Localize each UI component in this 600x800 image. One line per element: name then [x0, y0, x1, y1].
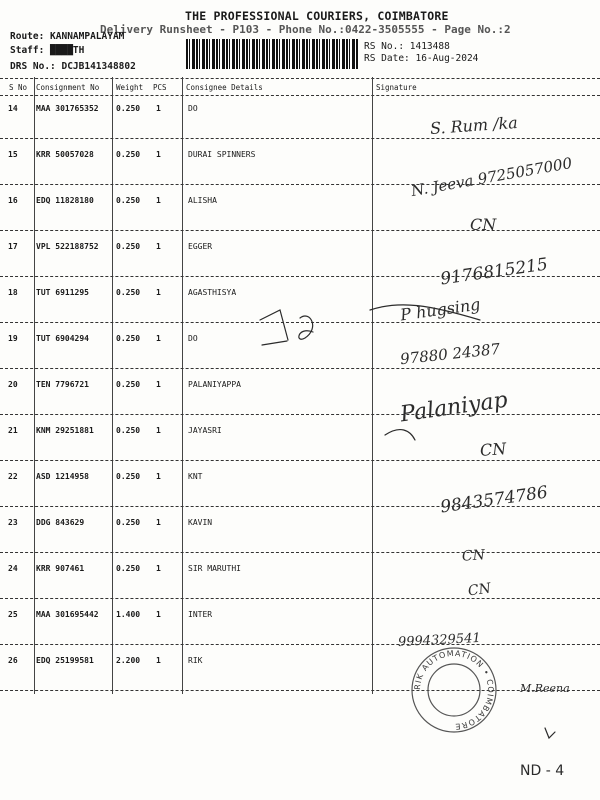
- row-consignee: KNT: [188, 472, 203, 481]
- row-sno: 24: [8, 564, 18, 573]
- pen-mark: [545, 728, 555, 738]
- row-signature: N. Jeeva 9725057000: [409, 153, 574, 201]
- company-seal: [412, 648, 496, 732]
- row-signature: 97880 24387: [399, 339, 501, 369]
- row-signature: M.Reena: [520, 682, 570, 695]
- company-seal-inner: [428, 664, 480, 716]
- row-weight: 0.250: [116, 196, 141, 205]
- pen-mark: [370, 305, 480, 320]
- row-sno: 18: [8, 288, 18, 297]
- row-pcs: 1: [156, 104, 161, 113]
- row-pcs: 1: [156, 518, 161, 527]
- row-consignee: RIK: [188, 656, 203, 665]
- row-consignee: DO: [188, 104, 198, 113]
- row-consignee: KAVIN: [188, 518, 213, 527]
- row-sno: 15: [8, 150, 18, 159]
- row-consignment-no: EDQ 11828180: [36, 196, 94, 205]
- row-consignee: SIR MARUTHI: [188, 564, 241, 573]
- column-header-sno: S No: [9, 83, 28, 92]
- row-pcs: 1: [156, 334, 161, 343]
- row-consignee: INTER: [188, 610, 213, 619]
- row-weight: 0.250: [116, 242, 141, 251]
- staff-label: Staff: ████TH: [10, 45, 85, 56]
- column-header-consignment: Consignment No: [36, 83, 100, 92]
- row-sno: 26: [8, 656, 18, 665]
- row-sno: 25: [8, 610, 18, 619]
- row-signature: 9176815215: [439, 254, 550, 290]
- row-signature: CN: [466, 580, 492, 600]
- row-pcs: 1: [156, 610, 161, 619]
- row-sno: 20: [8, 380, 18, 389]
- row-signature: CN: [470, 215, 497, 234]
- row-signature: 9994329541: [397, 630, 482, 651]
- pen-mark: [385, 430, 415, 440]
- row-pcs: 1: [156, 150, 161, 159]
- row-consignment-no: KRR 50057028: [36, 150, 94, 159]
- row-weight: 0.250: [116, 288, 141, 297]
- row-consignee: PALANIYAPPA: [188, 380, 241, 389]
- row-weight: 1.400: [116, 610, 141, 619]
- row-weight: 0.250: [116, 104, 141, 113]
- footer-note: ND - 4: [520, 763, 565, 779]
- row-sno: 22: [8, 472, 18, 481]
- row-consignment-no: TUT 6911295: [36, 288, 89, 297]
- row-weight: 0.250: [116, 334, 141, 343]
- rs-number: RS No.: 1413488: [364, 41, 450, 52]
- row-consignment-no: TUT 6904294: [36, 334, 89, 343]
- row-sno: 16: [8, 196, 18, 205]
- seal-text: RIK AUTOMATION • COIMBATORE: [412, 648, 496, 732]
- runsheet-title: Delivery Runsheet - P103 - Phone No.:0422-3505555 - Page No.:2: [100, 23, 511, 36]
- row-sno: 19: [8, 334, 18, 343]
- row-pcs: 1: [156, 472, 161, 481]
- rs-date: RS Date: 16-Aug-2024: [364, 53, 479, 64]
- row-signature: CN: [479, 439, 507, 460]
- row-sno: 17: [8, 242, 18, 251]
- row-sno: 23: [8, 518, 18, 527]
- pen-mark: [260, 310, 313, 345]
- row-signature: Palaniyap: [398, 387, 510, 428]
- row-weight: 0.250: [116, 150, 141, 159]
- route-label: Route: KANNAMPALAYAM: [10, 31, 125, 42]
- row-consignee: AGASTHISYA: [188, 288, 237, 297]
- row-pcs: 1: [156, 656, 161, 665]
- row-consignment-no: KRR 907461: [36, 564, 85, 573]
- row-pcs: 1: [156, 242, 161, 251]
- row-consignee: DURAI SPINNERS: [188, 150, 256, 159]
- row-consignment-no: VPL 522188752: [36, 242, 99, 251]
- row-pcs: 1: [156, 426, 161, 435]
- row-consignment-no: MAA 301695442: [36, 610, 99, 619]
- row-weight: 0.250: [116, 380, 141, 389]
- row-consignment-no: DDG 843629: [36, 518, 85, 527]
- company-name: THE PROFESSIONAL COURIERS, COIMBATORE: [185, 9, 449, 23]
- row-pcs: 1: [156, 564, 161, 573]
- row-sno: 14: [8, 104, 18, 113]
- drs-number: DRS No.: DCJB141348802: [10, 61, 136, 72]
- row-consignment-no: EDQ 25199581: [36, 656, 94, 665]
- row-consignment-no: KNM 29251881: [36, 426, 94, 435]
- row-consignment-no: ASD 1214958: [36, 472, 89, 481]
- row-consignee: JAYASRI: [188, 426, 222, 435]
- column-header-pcs: PCS: [153, 83, 167, 92]
- row-sno: 21: [8, 426, 18, 435]
- row-signature: P hugsing: [399, 294, 482, 325]
- column-header-weight: Weight: [116, 83, 144, 92]
- row-weight: 2.200: [116, 656, 141, 665]
- row-consignment-no: TEN 7796721: [36, 380, 89, 389]
- row-pcs: 1: [156, 380, 161, 389]
- column-header-consignee: Consignee Details: [186, 83, 263, 92]
- row-weight: 0.250: [116, 472, 141, 481]
- svg-text:RIK AUTOMATION • COIMBATORE: [413, 649, 495, 731]
- row-consignment-no: MAA 301765352: [36, 104, 99, 113]
- row-consignee: DO: [188, 334, 198, 343]
- row-signature: S. Rum /ka: [429, 112, 519, 139]
- row-signature: 9843574786: [439, 482, 550, 518]
- row-consignee: EGGER: [188, 242, 213, 251]
- row-signature: CN: [461, 547, 486, 565]
- row-pcs: 1: [156, 288, 161, 297]
- column-header-signature: Signature: [376, 83, 417, 92]
- row-weight: 0.250: [116, 426, 141, 435]
- row-weight: 0.250: [116, 564, 141, 573]
- row-weight: 0.250: [116, 518, 141, 527]
- row-consignee: ALISHA: [188, 196, 217, 205]
- row-pcs: 1: [156, 196, 161, 205]
